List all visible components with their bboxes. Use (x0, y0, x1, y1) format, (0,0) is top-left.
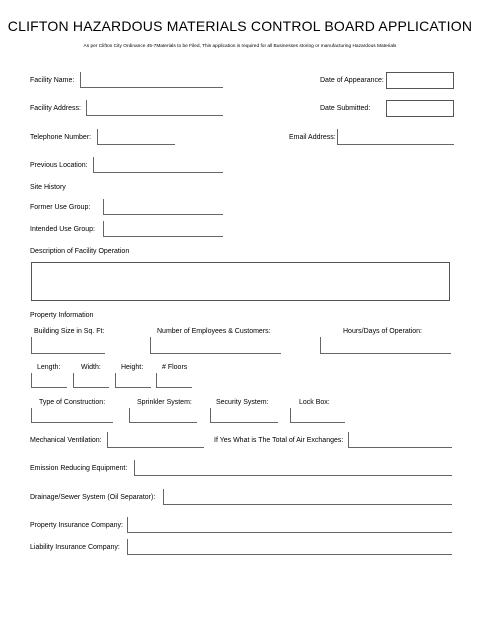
width-label: Width: (81, 364, 101, 371)
date-of-appearance-field[interactable] (386, 72, 454, 89)
air-exchanges-field[interactable] (348, 432, 452, 448)
sprinkler-system-label: Sprinkler System: (137, 399, 192, 406)
form-title: CLIFTON HAZARDOUS MATERIALS CONTROL BOARD APPLICATION (7, 18, 473, 34)
liability-insurance-field[interactable] (127, 539, 452, 555)
date-submitted-label: Date Submitted: (320, 105, 371, 112)
building-size-field[interactable] (31, 337, 105, 354)
date-submitted-field[interactable] (386, 100, 454, 117)
length-label: Length: (37, 364, 61, 371)
building-size-label: Building Size in Sq. Ft: (34, 328, 105, 335)
security-system-field[interactable] (210, 408, 278, 423)
security-system-label: Security System: (216, 399, 269, 406)
floors-label: # Floors (162, 364, 188, 371)
drainage-sewer-field[interactable] (163, 489, 452, 505)
form-subtitle: As per Clifton City Ordinance 45-7Materials to be Filed, This application is required for all Businesses storing or manufacturing Hazardous Materials (83, 44, 397, 49)
lock-box-label: Lock Box: (299, 399, 330, 406)
previous-location-field[interactable] (93, 157, 223, 173)
email-address-label: Email Address: (289, 134, 336, 141)
height-field[interactable] (115, 373, 151, 388)
height-label: Height: (121, 364, 144, 371)
hours-of-operation-field[interactable] (320, 337, 451, 354)
type-of-construction-field[interactable] (31, 408, 113, 423)
facility-address-field[interactable] (86, 100, 223, 116)
previous-location-label: Previous Location: (30, 162, 88, 169)
emission-equipment-field[interactable] (134, 460, 452, 476)
facility-name-field[interactable] (80, 72, 223, 88)
type-of-construction-label: Type of Construction: (39, 399, 106, 406)
date-of-appearance-label: Date of Appearance: (320, 77, 384, 84)
former-use-group-field[interactable] (103, 199, 223, 215)
former-use-group-label: Former Use Group: (30, 204, 91, 211)
emission-equipment-label: Emission Reducing Equipment: (30, 465, 128, 472)
site-history-heading: Site History (30, 184, 66, 191)
facility-address-label: Facility Address: (30, 105, 81, 112)
length-field[interactable] (31, 373, 67, 388)
employees-customers-label: Number of Employees & Customers: (157, 328, 271, 335)
mechanical-ventilation-label: Mechanical Ventilation: (30, 437, 102, 444)
property-info-heading: Property Information (30, 312, 94, 319)
drainage-sewer-label: Drainage/Sewer System (Oil Separator): (30, 494, 156, 501)
property-insurance-label: Property Insurance Company: (30, 522, 123, 529)
air-exchanges-label: If Yes What is The Total of Air Exchanges: (214, 437, 344, 444)
intended-use-group-field[interactable] (103, 221, 223, 237)
telephone-number-field[interactable] (97, 129, 175, 145)
mechanical-ventilation-field[interactable] (107, 432, 204, 448)
facility-name-label: Facility Name: (30, 77, 75, 84)
description-heading: Description of Facility Operation (30, 248, 130, 255)
email-address-field[interactable] (337, 129, 454, 145)
description-field[interactable] (31, 262, 450, 301)
sprinkler-system-field[interactable] (129, 408, 197, 423)
property-insurance-field[interactable] (127, 517, 452, 533)
telephone-number-label: Telephone Number: (30, 134, 92, 141)
width-field[interactable] (73, 373, 109, 388)
liability-insurance-label: Liability Insurance Company: (30, 544, 120, 551)
hours-of-operation-label: Hours/Days of Operation: (343, 328, 422, 335)
lock-box-field[interactable] (290, 408, 345, 423)
employees-customers-field[interactable] (150, 337, 281, 354)
floors-field[interactable] (156, 373, 192, 388)
intended-use-group-label: Intended Use Group: (30, 226, 95, 233)
